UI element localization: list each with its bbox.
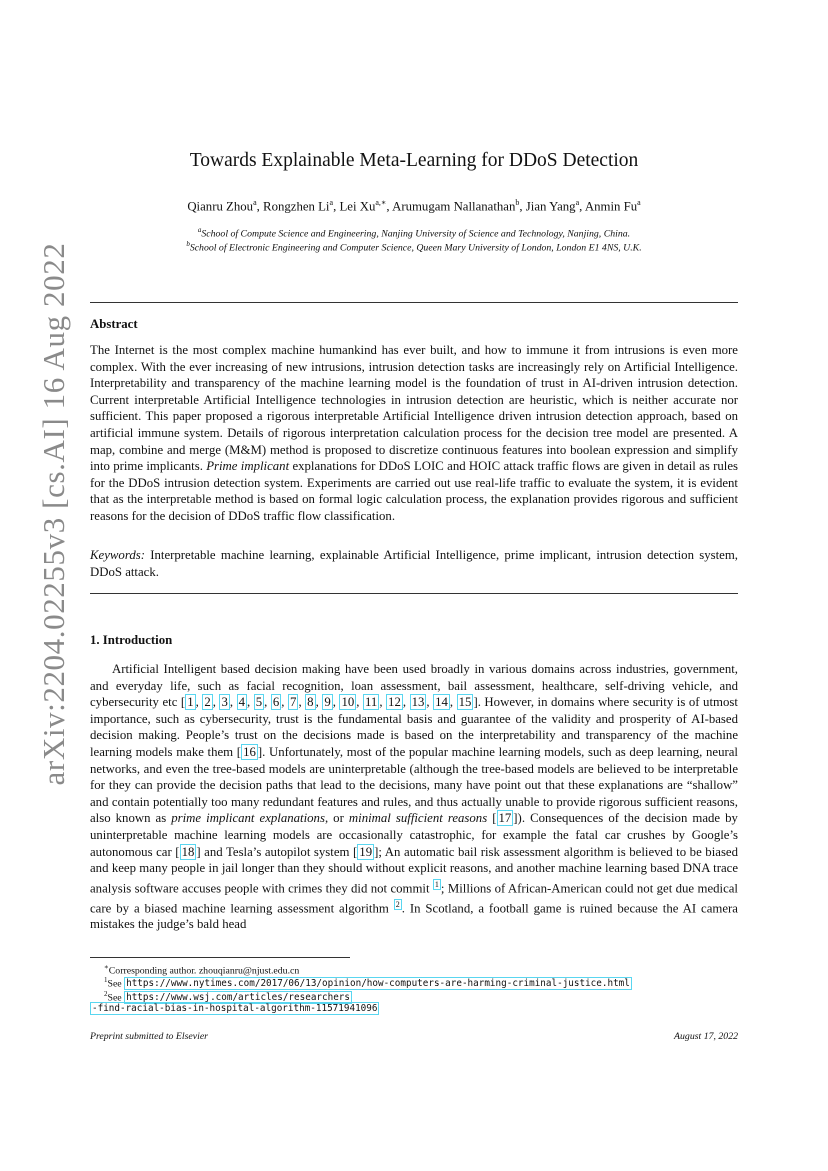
author-mark: a: [329, 198, 334, 207]
citation-link[interactable]: 6: [272, 695, 280, 710]
author-name: Rongzhen Li: [263, 199, 330, 214]
affiliation-mark: a: [197, 226, 202, 234]
citation-link[interactable]: 4: [238, 695, 246, 710]
abstract-text: The Internet is the most complex machine humankind has ever built, and how to immune it from intrusions is even more complex. With the ever increasing of new intrusions, intrusion detection tasks are increasingly rely on Artificial Intelligence. Interpretability and transparency of the machine learning model is the foundation of trust in AI-driven intrusion detection. Current interpretable Artificial Intelligence technologies in intrusion detection are heuristic, which is neither accurate nor sufficient. This paper proposed a rigorous interpretable Artificial Intelligence driven intrusion detection approach, based on artificial immune system. Details of rigorous interpretation calculation process for the decision tree model are presented. A map, combine and merge (M&M) method is proposed to discretize continuous features into boolean expression and simplify into prime implicants.: [90, 343, 738, 474]
intro-text: ]; An automatic bail risk assessment algorithm is believed to be biased and keep many people in jail longer than they should without explicit reasons, and another machine learning based DNA trace analysis software accuses people with crimes they did not commit: [90, 844, 739, 895]
citation-link[interactable]: 12: [388, 695, 401, 710]
citation-link[interactable]: 1: [187, 695, 194, 710]
citation-link[interactable]: 19: [359, 844, 373, 859]
section-heading-introduction: 1. Introduction: [90, 633, 173, 647]
citation-link[interactable]: 9: [324, 695, 331, 710]
intro-text: ]. Unfortunately, most of the popular machine learning models, such as deep learning, neural networks, and even the tree-based models are uninterpretable (although the tree-based models are believed to be interpretable for they can provide the decision paths that lead to the decisions, many have point out that these explanations are “shallow” and contain potentially too many redundant features and rules, and thus actually unable to provide rigorous sufficient reasons, also known as: [90, 744, 738, 826]
affiliation-text: School of Electronic Engineering and Computer Science, Queen Mary University of London, London E1 4NS, U.K.: [189, 242, 642, 254]
citation-link[interactable]: 18: [181, 844, 195, 859]
intro-italic: minimal sufficient reasons: [348, 811, 488, 826]
citation-link[interactable]: 14: [435, 695, 448, 710]
author-mark: a: [253, 198, 257, 207]
affiliation-text: School of Compute Science and Engineering, Nanjing University of Science and Technology, Nanjing, China.: [201, 228, 631, 240]
abstract-body: [90, 342, 738, 525]
top-rule: [90, 302, 738, 303]
intro-text: ] and Tesla’s autopilot system [: [196, 844, 358, 859]
footnote-rule: [90, 957, 350, 958]
affiliation-b: [90, 240, 738, 253]
keywords-text: Interpretable machine learning, explainable Artificial Intelligence, prime implicant, intrusion detection system, DDoS attack.: [90, 548, 738, 579]
author-mark: b: [515, 198, 520, 207]
intro-text: . In Scotland, a football game is ruined because the AI camera mistakes the judge’s bald head: [90, 900, 738, 932]
footnote-url-link[interactable]: https://www.nytimes.com/2017/06/13/opinion/how-computers-are-harming-criminal-justice.html: [126, 978, 630, 990]
intro-italic: prime implicant explanations: [171, 811, 325, 826]
footnote-text: See: [107, 978, 125, 990]
abstract-heading: Abstract: [90, 317, 138, 331]
author-name: Lei Xu: [339, 199, 376, 214]
keywords: [90, 547, 738, 580]
intro-text: ]. However, in domains where security is of utmost importance, such as cybersecurity, trust is the fundamental basis and guarantee of the validity and prosperity of AI-based decision making. People’s trust on the decisions made is based on the interpretability and transparency of the machine learning models make them [: [90, 695, 738, 759]
intro-text: ]). Consequences of the decision made by uninterpretable machine learning models are occasionally catastrophic, for example the fatal car crushes by Google’s autonomous car [: [90, 811, 738, 859]
intro-text: [: [487, 811, 497, 826]
footer-date: August 17, 2022: [674, 1031, 738, 1042]
citation-link[interactable]: 17: [498, 811, 512, 826]
citation-group: 1 , 2 , 3 , 4 , 5 , 6 , 7 , 8 , 9 , 10 , 11 , 12 , 13 , 14 , 15: [187, 695, 472, 710]
citation-link[interactable]: 10: [341, 695, 355, 710]
footnote-mark: ∗: [104, 963, 109, 971]
citation-link[interactable]: 7: [290, 695, 297, 710]
affiliation-a: [90, 226, 738, 239]
citation-link[interactable]: 3: [221, 695, 228, 710]
footnote-url-link[interactable]: -find-racial-bias-in-hospital-algorithm-11571941096: [92, 1003, 378, 1014]
citation-link[interactable]: 11: [364, 695, 378, 710]
citation-link[interactable]: 5: [255, 695, 263, 710]
citation-link[interactable]: 8: [307, 695, 314, 710]
abstract-text: explanations for DDoS LOIC and HOIC attack traffic flows are given in detail as rules for the DDoS intrusion detection system. Experiments are carried out use real-life traffic to evaluate the system, it is evident that as the interpretable method is based on formal logic calculation process, the explanation provides rigorous and sufficient reasons for the decision of DDoS traffic flow classification.: [90, 459, 738, 523]
author-name: Arumugam Nallanathan: [392, 199, 516, 214]
author-mark: a: [637, 198, 641, 207]
footnote-mark: 2: [104, 990, 108, 998]
arxiv-stamp: arXiv:2204.02255v3 [cs.AI] 16 Aug 2022: [36, 242, 71, 786]
author-name: Jian Yang: [525, 199, 576, 214]
affiliation-mark: b: [186, 240, 190, 248]
intro-text: Artificial Intelligent based decision making have been used broadly in various domains across industries, government, and everyday life, such as facial recognition, loan assessment, bail assessment, healthcare, self-driving vehicle, and cybersecurity etc [: [90, 662, 738, 710]
citation-link[interactable]: 13: [411, 695, 425, 710]
author-list: Qianru Zhou$^a$, Rongzhen Li$^a$, Lei $Xu^{a,∗}$, Arumugam Nallanathan$^b$, Jian Yang$^a$, Anmin Fu$^a$: [187, 198, 641, 214]
footnote-ref-1[interactable]: 1: [434, 879, 439, 889]
bottom-rule: [90, 593, 738, 594]
citation-link[interactable]: 2: [204, 695, 211, 710]
footer-preprint: Preprint submitted to Elsevier: [90, 1031, 208, 1042]
footnote-text: See: [107, 992, 125, 1004]
footnote-mark: 1: [104, 976, 108, 984]
paper-title: Towards Explainable Meta-Learning for DDoS Detection: [189, 150, 639, 171]
intro-text: , or: [324, 811, 349, 826]
author-name: Qianru Zhou: [187, 199, 254, 214]
footnote-ref-2[interactable]: 2: [395, 899, 400, 909]
citation-link[interactable]: 16: [243, 744, 256, 759]
author-mark: a,∗: [375, 198, 387, 207]
introduction-body: [90, 661, 738, 933]
author-mark: a: [575, 198, 580, 207]
citation-link[interactable]: 15: [458, 695, 472, 710]
abstract-italic: Prime implicant: [206, 459, 290, 474]
keywords-label: Keywords:: [90, 548, 145, 562]
author-name: Anmin Fu: [584, 199, 638, 214]
footnote-text: Corresponding author. zhouqianru@njust.edu.cn: [108, 965, 300, 977]
footnote-url-link[interactable]: https://www.wsj.com/articles/researchers: [126, 992, 350, 1004]
footnote-2-cont: [90, 1002, 379, 1015]
intro-text: ; Millions of African-American could not get due medical care by a biased machine learning assessment algorithm: [90, 880, 738, 915]
